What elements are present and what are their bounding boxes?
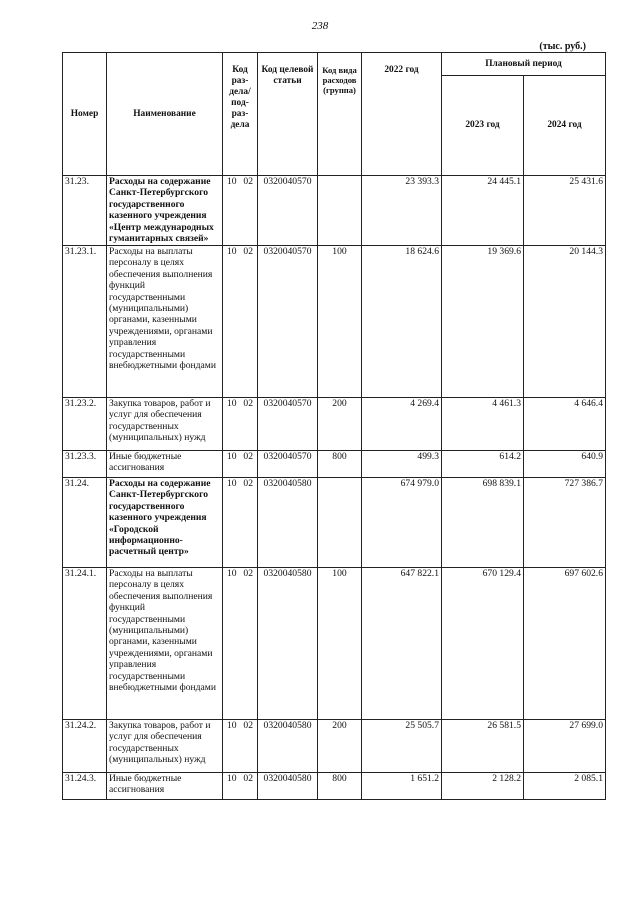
row-amount-2024: 640.9 <box>524 451 606 478</box>
row-target-code: 0320040580 <box>258 478 318 568</box>
table-row <box>63 568 606 720</box>
table-row <box>63 246 606 398</box>
row-amount-2022: 25 505.7 <box>362 720 442 773</box>
row-target-code: 0320040580 <box>258 720 318 773</box>
table-row <box>63 176 606 246</box>
row-amount-2022: 499.3 <box>362 451 442 478</box>
page-number: 238 <box>311 20 329 32</box>
row-target-code: 0320040570 <box>258 451 318 478</box>
subsection-code: 02 <box>243 176 253 187</box>
row-name: Расходы на содержание Санкт-Петербургского государственного казенного учреждения «Городской информационно-расчетный центр» <box>107 478 223 568</box>
row-section-code <box>223 568 258 720</box>
row-amount-2024: 697 602.6 <box>524 568 606 720</box>
row-section-code <box>223 451 258 478</box>
row-expense-type: 200 <box>318 398 362 451</box>
row-number: 31.24.3. <box>63 773 107 800</box>
header-2024: 2024 год <box>524 76 606 176</box>
row-amount-2022: 4 269.4 <box>362 398 442 451</box>
row-amount-2024: 25 431.6 <box>524 176 606 246</box>
table-body <box>63 176 606 800</box>
row-amount-2023: 24 445.1 <box>442 176 524 246</box>
section-code: 10 <box>227 478 237 489</box>
row-amount-2022: 647 822.1 <box>362 568 442 720</box>
row-target-code: 0320040580 <box>258 773 318 800</box>
table-header-row <box>63 53 606 76</box>
row-amount-2024: 27 699.0 <box>524 720 606 773</box>
row-amount-2023: 4 461.3 <box>442 398 524 451</box>
row-target-code: 0320040570 <box>258 176 318 246</box>
table-row <box>63 398 606 451</box>
row-amount-2022: 23 393.3 <box>362 176 442 246</box>
table-row <box>63 773 606 800</box>
table-row <box>63 451 606 478</box>
row-amount-2024: 4 646.4 <box>524 398 606 451</box>
subsection-code: 02 <box>243 478 253 489</box>
row-number: 31.23.2. <box>63 398 107 451</box>
row-section-code <box>223 478 258 568</box>
subsection-code: 02 <box>243 720 253 731</box>
row-number: 31.23.1. <box>63 246 107 398</box>
row-amount-2023: 2 128.2 <box>442 773 524 800</box>
row-target-code: 0320040570 <box>258 246 318 398</box>
row-expense-type: 800 <box>318 451 362 478</box>
table-row <box>63 478 606 568</box>
row-section-code <box>223 398 258 451</box>
row-amount-2022: 1 651.2 <box>362 773 442 800</box>
row-amount-2023: 26 581.5 <box>442 720 524 773</box>
row-section-code <box>223 246 258 398</box>
subsection-code: 02 <box>243 568 253 579</box>
row-number: 31.24. <box>63 478 107 568</box>
subsection-code: 02 <box>243 246 253 257</box>
section-code: 10 <box>227 773 237 784</box>
section-code: 10 <box>227 568 237 579</box>
section-code: 10 <box>227 246 237 257</box>
header-expense-type: Код вида расходов (группа) <box>318 53 362 176</box>
row-name: Закупка товаров, работ и услуг для обеспечения государственных (муниципальных) нужд <box>107 398 223 451</box>
row-section-code <box>223 176 258 246</box>
row-expense-type <box>318 478 362 568</box>
header-number: Номер <box>63 53 107 176</box>
row-expense-type <box>318 176 362 246</box>
row-number: 31.24.1. <box>63 568 107 720</box>
row-number: 31.24.2. <box>63 720 107 773</box>
row-amount-2022: 674 979.0 <box>362 478 442 568</box>
row-amount-2024: 20 144.3 <box>524 246 606 398</box>
subsection-code: 02 <box>243 398 253 409</box>
units-label: (тыс. руб.) <box>539 41 586 52</box>
section-code: 10 <box>227 398 237 409</box>
row-number: 31.23. <box>63 176 107 246</box>
header-section: Код раз-дела/ под-раз-дела <box>223 53 258 176</box>
row-target-code: 0320040570 <box>258 398 318 451</box>
row-name: Иные бюджетные ассигнования <box>107 451 223 478</box>
row-name: Иные бюджетные ассигнования <box>107 773 223 800</box>
section-code: 10 <box>227 176 237 187</box>
row-section-code <box>223 720 258 773</box>
header-target: Код целевой статьи <box>258 53 318 176</box>
row-expense-type: 800 <box>318 773 362 800</box>
budget-table <box>62 52 606 800</box>
row-name: Расходы на выплаты персоналу в целях обеспечения выполнения функций государственными (муниципальными) органами, казенными учреждениями, органами управления государственными внебюджетными фондами <box>107 568 223 720</box>
row-amount-2024: 727 386.7 <box>524 478 606 568</box>
row-name: Расходы на содержание Санкт-Петербургского государственного казенного учреждения «Центр международных гуманитарных связей» <box>107 176 223 246</box>
header-name: Наименование <box>107 53 223 176</box>
row-amount-2023: 19 369.6 <box>442 246 524 398</box>
section-code: 10 <box>227 451 237 462</box>
row-name: Расходы на выплаты персоналу в целях обеспечения выполнения функций государственными (муниципальными) органами, казенными учреждениями, органами управления государственными внебюджетными фондами <box>107 246 223 398</box>
row-amount-2023: 614.2 <box>442 451 524 478</box>
row-expense-type: 200 <box>318 720 362 773</box>
row-target-code: 0320040580 <box>258 568 318 720</box>
row-amount-2024: 2 085.1 <box>524 773 606 800</box>
header-2023: 2023 год <box>442 76 524 176</box>
row-name: Закупка товаров, работ и услуг для обеспечения государственных (муниципальных) нужд <box>107 720 223 773</box>
header-planning-period: Плановый период <box>442 53 606 76</box>
row-number: 31.23.3. <box>63 451 107 478</box>
row-amount-2023: 698 839.1 <box>442 478 524 568</box>
section-code: 10 <box>227 720 237 731</box>
row-amount-2023: 670 129.4 <box>442 568 524 720</box>
row-expense-type: 100 <box>318 568 362 720</box>
row-amount-2022: 18 624.6 <box>362 246 442 398</box>
row-expense-type: 100 <box>318 246 362 398</box>
subsection-code: 02 <box>243 773 253 784</box>
header-2022: 2022 год <box>362 53 442 176</box>
table-row <box>63 720 606 773</box>
row-section-code <box>223 773 258 800</box>
subsection-code: 02 <box>243 451 253 462</box>
